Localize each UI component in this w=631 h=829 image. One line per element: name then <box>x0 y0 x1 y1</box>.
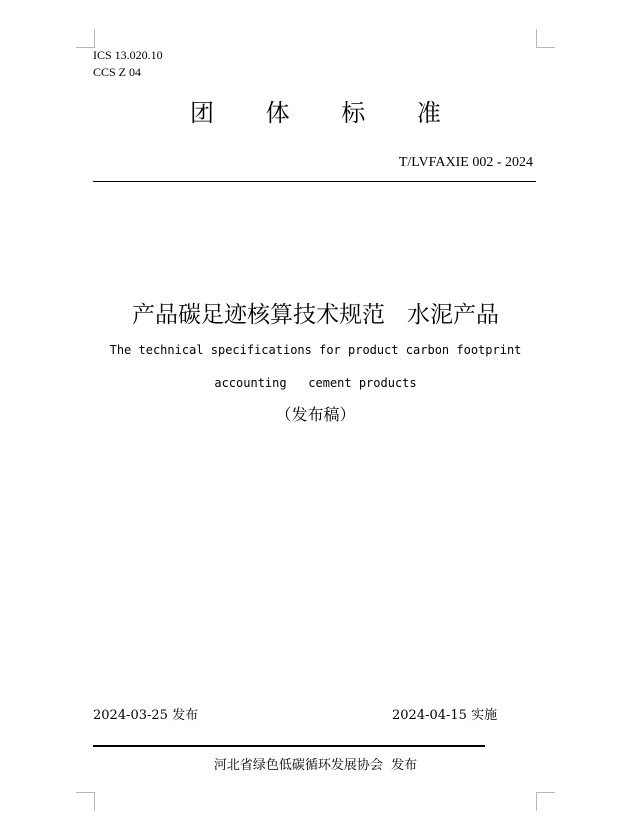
ics-code: ICS 13.020.10 <box>93 48 163 62</box>
crop-mark-top-right <box>536 29 555 48</box>
standard-number: T/LVFAXIE 002 - 2024 <box>398 155 533 170</box>
chinese-title: 产品碳足迹核算技术规范 水泥产品 <box>132 302 499 328</box>
standard-type: 团 体 标 准 <box>190 99 463 127</box>
issue-date: 2024-03-25 发布 <box>93 708 199 723</box>
crop-mark-top-left <box>76 29 95 48</box>
issuing-organization: 河北省绿色低碳循环发展协会 发布 <box>213 758 418 773</box>
crop-mark-bottom-right <box>536 792 555 811</box>
ccs-code: CCS Z 04 <box>93 65 142 79</box>
bottom-divider <box>93 745 485 747</box>
crop-mark-bottom-left <box>76 792 95 811</box>
english-title-line-1: The technical specifications for product carbon footprint <box>109 343 522 357</box>
implementation-date: 2024-04-15 实施 <box>392 708 498 723</box>
english-title-line-2: accounting cement products <box>214 376 417 390</box>
top-divider <box>93 181 536 182</box>
release-status: （发布稿） <box>275 405 356 424</box>
